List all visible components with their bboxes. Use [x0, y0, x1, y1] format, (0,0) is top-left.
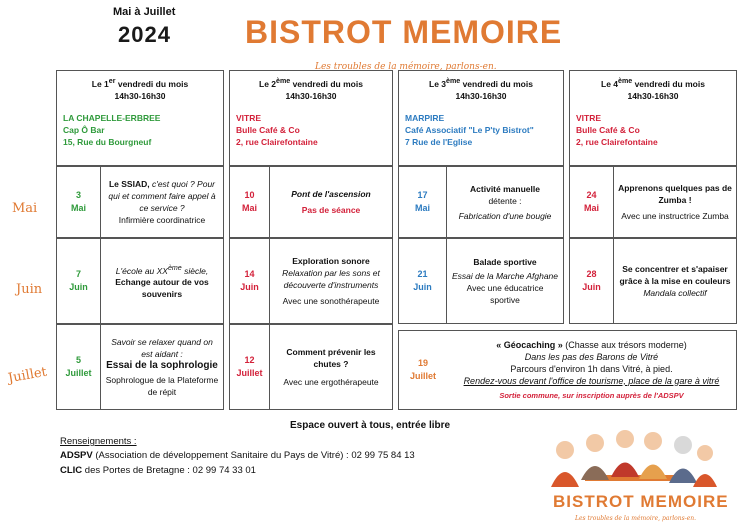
event-cell — [569, 166, 737, 238]
schedule-when: Le 1er vendredi du mois — [91, 77, 189, 89]
event-date: 19 Juillet — [409, 358, 436, 381]
schedule-when: Le 2ème vendredi du mois — [259, 77, 363, 89]
month-label-juin: Juin — [16, 282, 43, 297]
schedule-hours: 14h30-16h30 — [114, 90, 166, 101]
contact-clic: CLIC des Portes de Bretagne : 02 99 74 33 01 — [60, 465, 256, 476]
event-cell — [229, 166, 393, 238]
event-date: 12 Juillet — [230, 325, 270, 409]
event-cell — [56, 166, 224, 238]
period-label: Mai à Juillet — [113, 6, 176, 18]
event-date: 14 Juin — [230, 239, 270, 323]
event-cell-wide — [398, 330, 737, 410]
column-header-1 — [56, 70, 224, 166]
event-cell — [56, 238, 224, 324]
event-info: Pont de l'ascension Pas de séance — [291, 189, 371, 215]
event-info: Savoir se relaxer quand on est aidant : Essai de la sophrologie Sophrologue de la Plateforme de répit — [105, 337, 219, 397]
column-header-2 — [229, 70, 393, 166]
event-cell — [569, 238, 737, 324]
footer-logo: BISTROT MEMOIRE — [553, 492, 729, 511]
column-header-4 — [569, 70, 737, 166]
schedule-when: Le 4ème vendredi du mois — [601, 77, 705, 89]
month-label-juillet: Juillet — [6, 364, 48, 387]
event-info: Balade sportive Essai de la Marche Afghane Avec une éducatrice sportive — [452, 257, 558, 305]
schedule-hours: 14h30-16h30 — [455, 90, 507, 101]
event-cell — [229, 324, 393, 410]
event-cell — [398, 238, 564, 324]
event-date: 28 Juin — [570, 239, 614, 323]
event-date: 21 Juin — [399, 239, 447, 323]
location: VITRE Bulle Café & Co 2, rue Clairefontaine — [576, 112, 658, 147]
event-info: Apprenons quelques pas de Zumba ! Avec une instructrice Zumba — [618, 183, 732, 221]
footer-tagline: Les troubles de la mémoire, parlons-en. — [575, 515, 697, 522]
location: VITRE Bulle Café & Co 2, rue Clairefontaine — [236, 112, 318, 147]
event-date: 5 Juillet — [57, 325, 101, 409]
event-info: Activité manuelle détente : Fabrication d'une bougie — [458, 183, 552, 221]
event-date: 3 Mai — [57, 167, 101, 237]
info-label: Renseignements : — [60, 436, 137, 447]
location: LA CHAPELLE-ERBREE Cap Ô Bar 15, Rue du Bourgneuf — [63, 112, 161, 147]
event-info: Exploration sonore Relaxation par les sons et découverte d'instruments Avec une sonothérapeute — [282, 256, 380, 306]
event-date: 10 Mai — [230, 167, 270, 237]
event-cell — [229, 238, 393, 324]
event-date: 24 Mai — [570, 167, 614, 237]
month-label-mai: Mai — [12, 201, 38, 216]
schedule-when: Le 3ème vendredi du mois — [429, 77, 533, 89]
brand-logo: BISTROT MEMOIRE — [245, 14, 563, 50]
event-info: Se concentrer et s'apaiser grâce à la mise en couleurs Mandala collectif — [619, 264, 731, 298]
event-cell — [56, 324, 224, 410]
event-date: 7 Juin — [57, 239, 101, 323]
schedule-hours: 14h30-16h30 — [285, 90, 337, 101]
tagline: Les troubles de la mémoire, parlons-en. — [315, 62, 497, 72]
event-info: Comment prévenir les chutes ? Avec une ergothérapeute — [283, 347, 379, 387]
open-notice: Espace ouvert à tous, entrée libre — [290, 420, 451, 431]
location: MARPIRE Café Associatif "Le P'ty Bistrot" 7 Rue de l'Eglise — [405, 112, 534, 147]
event-date: 17 Mai — [399, 167, 447, 237]
event-info: Le SSIAD, c'est quoi ? Pour qui et comment faire appel à ce service ? Infirmière coordinatrice — [108, 179, 216, 225]
contact-adspv: ADSPV (Association de développement Sanitaire du Pays de Vitré) : 02 99 75 84 13 — [60, 450, 415, 461]
event-cell — [398, 166, 564, 238]
event-info: L'école au XXème siècle, Echange autour de vos souvenirs — [115, 263, 209, 300]
event-info: « Géocaching » (Chasse aux trésors moderne) Dans les pas des Barons de Vitré Parcours d'environ 1h dans Vitré, à pied. Rendez-vous devant l'office de tourisme, place de la gare à vitré Sortie commune, sur inscription auprès de l'ADSPV — [463, 339, 720, 400]
schedule-hours: 14h30-16h30 — [627, 90, 679, 101]
year-label: 2024 — [118, 22, 171, 47]
column-header-3 — [398, 70, 564, 166]
